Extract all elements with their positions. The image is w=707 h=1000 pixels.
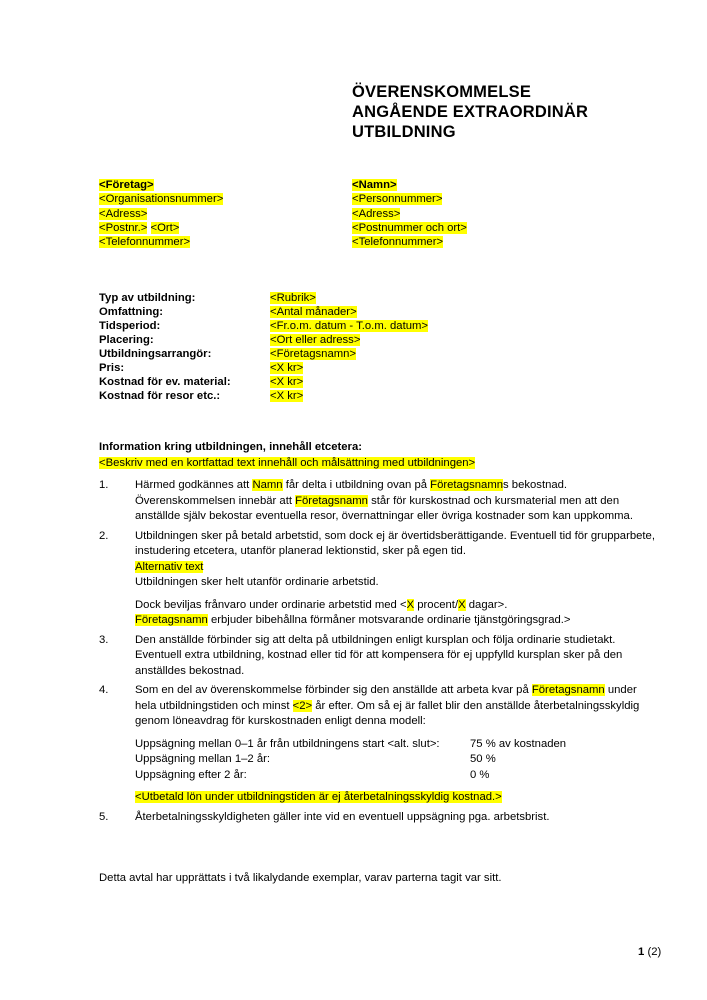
list-item-body bbox=[135, 633, 655, 680]
placeholder-highlight: <Antal månader> bbox=[270, 306, 357, 318]
placeholder-highlight: <Fr.o.m. datum - T.o.m. datum> bbox=[270, 320, 429, 332]
address-line bbox=[352, 178, 467, 192]
placeholder-highlight: Företagsnamn bbox=[430, 479, 504, 491]
detail-label: Typ av utbildning: bbox=[99, 292, 196, 304]
detail-row bbox=[99, 319, 428, 333]
training-details-table bbox=[99, 291, 428, 403]
placeholder-highlight: <Ort> bbox=[150, 221, 180, 234]
address-line bbox=[352, 207, 467, 221]
detail-label: Omfattning: bbox=[99, 306, 164, 318]
text-run: står för kurskostnad och kursmaterial men att den anställde själv bekostar eventuella resor, övernattningar eller övriga kostnader som kan uppkomma. bbox=[135, 494, 633, 522]
detail-row bbox=[99, 305, 428, 319]
placeholder-highlight: <Ort eller adress> bbox=[270, 334, 361, 346]
placeholder-highlight: X bbox=[458, 598, 466, 611]
model-condition: Uppsägning mellan 0–1 år från utbildningens start <alt. slut>: bbox=[135, 737, 440, 750]
paragraph bbox=[135, 560, 655, 576]
list-item bbox=[99, 683, 655, 806]
placeholder-highlight: X bbox=[406, 598, 415, 611]
detail-value bbox=[270, 291, 316, 305]
placeholder-highlight: <2> bbox=[292, 699, 313, 712]
text-run: Utbildningen sker på betald arbetstid, som dock ej är övertidsberättigande. Eventuell tid för grupparbete, instudering etcetera, utanför planerad lektionstid, sker på egen tid. bbox=[135, 529, 655, 557]
paragraph bbox=[135, 478, 655, 525]
placeholder-highlight: <Beskriv med en kortfattad text innehåll och målsättning med utbildningen> bbox=[99, 456, 476, 469]
placeholder-highlight: <Företag> bbox=[99, 179, 154, 191]
placeholder-highlight: Företagsnamn bbox=[295, 494, 368, 507]
text-run: erbjuder bibehållna förmåner motsvarande ordinarie tjänstgöringsgrad.> bbox=[207, 614, 571, 626]
detail-row bbox=[99, 361, 428, 375]
model-condition: Uppsägning efter 2 år: bbox=[135, 768, 247, 781]
title-line: ÖVERENSKOMMELSE bbox=[352, 83, 532, 101]
address-line bbox=[352, 221, 467, 235]
address-line bbox=[99, 192, 223, 206]
title-line: UTBILDNING bbox=[352, 123, 456, 141]
detail-label: Pris: bbox=[99, 362, 125, 374]
detail-value bbox=[270, 305, 357, 319]
list-item bbox=[99, 529, 655, 629]
detail-value bbox=[270, 375, 303, 389]
list-item-number: 4. bbox=[99, 684, 109, 696]
list-item-body bbox=[135, 478, 655, 525]
detail-value bbox=[270, 319, 428, 333]
list-item bbox=[99, 810, 655, 826]
placeholder-highlight: <Utbetald lön under utbildningstiden är ej återbetalningsskyldig kostnad.> bbox=[135, 791, 502, 803]
model-percentage: 50 % bbox=[470, 753, 496, 765]
closing-paragraph: Detta avtal har upprättats i två likalydande exemplar, varav parterna tagit var sitt. bbox=[99, 872, 502, 884]
address-line bbox=[99, 235, 223, 249]
list-item-number: 2. bbox=[99, 529, 109, 542]
list-item-body bbox=[135, 683, 655, 806]
text-run: år efter. Om så ej är fallet blir den anställde återbetalningsskyldig genom löneavdrag för kurskostnaden enligt denna modell: bbox=[135, 699, 640, 727]
detail-value bbox=[270, 389, 303, 403]
detail-value bbox=[270, 361, 303, 375]
model-row bbox=[135, 737, 655, 753]
repayment-model-table bbox=[135, 737, 655, 784]
address-line bbox=[99, 207, 223, 221]
placeholder-highlight: <Telefonnummer> bbox=[99, 236, 191, 249]
paragraph bbox=[135, 810, 655, 826]
paragraph bbox=[135, 529, 655, 560]
placeholder-highlight: <Adress> bbox=[352, 207, 401, 220]
detail-label: Utbildningsarrangör: bbox=[99, 348, 212, 360]
page-number-total: (2) bbox=[647, 946, 662, 958]
detail-row bbox=[99, 291, 428, 305]
paragraph bbox=[135, 790, 655, 806]
model-percentage: 0 % bbox=[470, 768, 490, 781]
terms-list bbox=[99, 478, 655, 825]
placeholder-highlight: <Organisationsnummer> bbox=[99, 193, 224, 206]
detail-label: Kostnad för ev. material: bbox=[99, 376, 231, 388]
page-number-current: 1 bbox=[638, 946, 645, 958]
address-line bbox=[99, 178, 223, 192]
text-run: Härmed godkännes att bbox=[135, 479, 253, 491]
placeholder-highlight: Företagsnamn bbox=[135, 614, 208, 626]
placeholder-highlight: Alternativ text bbox=[135, 560, 204, 573]
detail-row bbox=[99, 389, 428, 403]
document-title bbox=[352, 82, 588, 142]
placeholder-highlight: <Rubrik> bbox=[270, 292, 316, 304]
placeholder-highlight: <Postnr.> bbox=[99, 221, 148, 234]
text-run: under hela utbildningstiden och minst bbox=[135, 684, 637, 712]
text-run: procent/ bbox=[414, 598, 459, 611]
detail-label: Tidsperiod: bbox=[99, 320, 161, 332]
list-item-number: 1. bbox=[99, 479, 109, 491]
placeholder-highlight: <Telefonnummer> bbox=[352, 236, 444, 249]
list-item-body bbox=[135, 529, 655, 629]
address-line bbox=[352, 235, 467, 249]
detail-label: Placering: bbox=[99, 334, 154, 346]
paragraph bbox=[135, 633, 655, 680]
placeholder-highlight: Namn bbox=[252, 479, 283, 491]
placeholder-highlight: <Namn> bbox=[352, 179, 397, 191]
text-run: får delta i utbildning ovan på bbox=[282, 479, 431, 491]
info-heading: Information kring utbildningen, innehåll etcetera: bbox=[99, 441, 362, 453]
model-condition: Uppsägning mellan 1–2 år: bbox=[135, 753, 271, 765]
info-placeholder-line bbox=[99, 456, 655, 472]
list-item bbox=[99, 478, 655, 525]
text-run: Dock beviljas frånvaro under ordinarie arbetstid med < bbox=[135, 598, 407, 611]
model-row bbox=[135, 752, 655, 768]
paragraph bbox=[135, 683, 655, 730]
detail-row bbox=[99, 375, 428, 389]
text-run: s bekostnad. Överenskommelsen innebär att bbox=[135, 479, 568, 507]
placeholder-highlight: <X kr> bbox=[270, 362, 304, 374]
placeholder-highlight: <Företagsnamn> bbox=[270, 348, 357, 360]
title-line: ANGÅENDE EXTRAORDINÄR bbox=[352, 103, 589, 121]
info-section bbox=[99, 440, 655, 829]
list-item-number: 3. bbox=[99, 633, 109, 646]
list-item-body bbox=[135, 810, 655, 826]
detail-value bbox=[270, 333, 360, 347]
text-run: Återbetalningsskyldigheten gäller inte vid en eventuell uppsägning pga. arbetsbrist. bbox=[135, 810, 550, 823]
address-line bbox=[99, 221, 223, 235]
detail-label: Kostnad för resor etc.: bbox=[99, 390, 221, 402]
text-run: Som en del av överenskommelse förbinder sig den anställde att arbeta kvar på bbox=[135, 684, 532, 696]
placeholder-highlight: Företagsnamn bbox=[531, 684, 605, 696]
paragraph bbox=[135, 575, 655, 591]
list-item bbox=[99, 633, 655, 680]
model-percentage: 75 % av kostnaden bbox=[470, 737, 567, 750]
page-number bbox=[638, 945, 661, 960]
text-run: Utbildningen sker helt utanför ordinarie arbetstid. bbox=[135, 576, 379, 588]
detail-value bbox=[270, 347, 356, 361]
address-line bbox=[352, 192, 467, 206]
placeholder-highlight: <X kr> bbox=[270, 390, 304, 402]
placeholder-highlight: <Personnummer> bbox=[352, 193, 443, 206]
paragraph bbox=[135, 598, 655, 614]
placeholder-highlight: <X kr> bbox=[270, 376, 304, 388]
text-run: Den anställde förbinder sig att delta på utbildningen enligt kursplan och följa ordinarie studietakt. Eventuell extra utbildning, kostnad eller tid för att kompensera för ej uppfylld kursplan sker på den anställdes bekostnad. bbox=[135, 633, 623, 677]
company-address-block bbox=[99, 178, 223, 249]
detail-row bbox=[99, 347, 428, 361]
placeholder-highlight: <Adress> bbox=[99, 207, 148, 220]
text-run: dagar>. bbox=[465, 598, 508, 611]
model-row bbox=[135, 768, 655, 784]
list-item-number: 5. bbox=[99, 810, 109, 823]
person-address-block bbox=[352, 178, 467, 249]
detail-row bbox=[99, 333, 428, 347]
placeholder-highlight: <Postnummer och ort> bbox=[352, 221, 467, 234]
paragraph bbox=[135, 613, 655, 629]
